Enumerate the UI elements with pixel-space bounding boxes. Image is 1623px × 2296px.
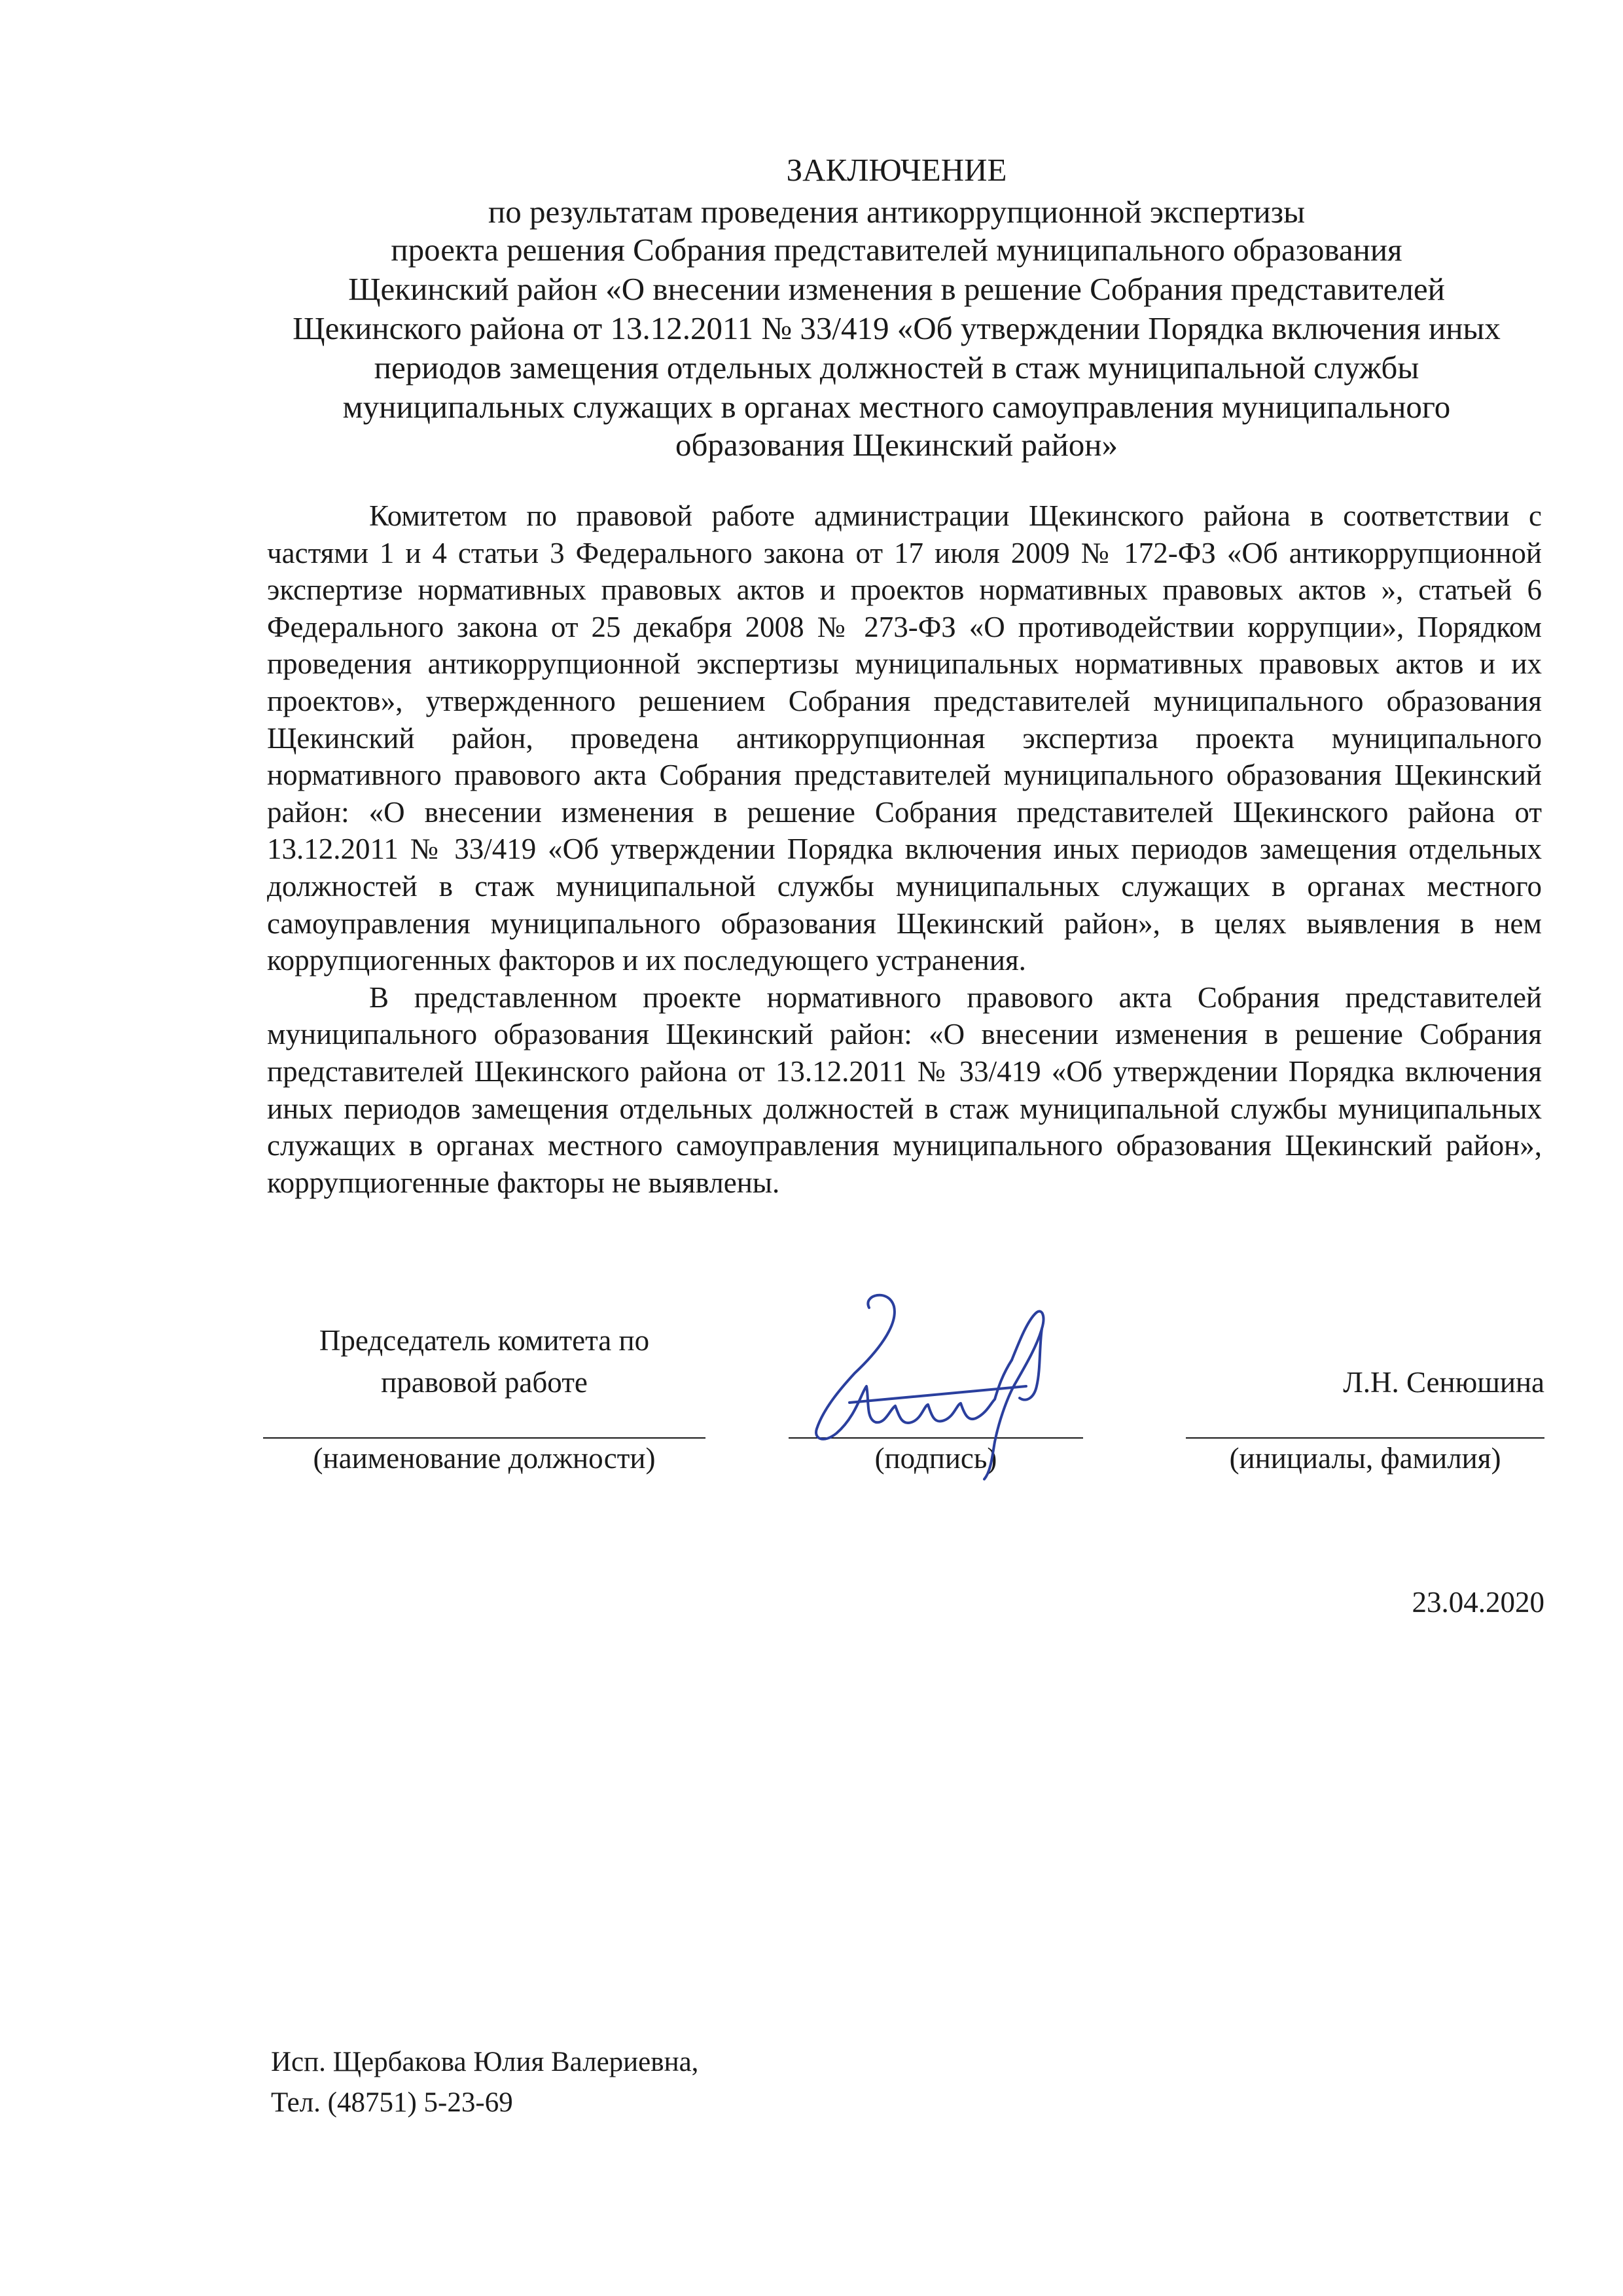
subtitle-line-5: периодов замещения отдельных должностей в стаж муниципальной службы: [374, 350, 1419, 386]
position-caption: (наименование должности): [313, 1442, 656, 1475]
position-underline: [263, 1437, 705, 1439]
subtitle-line-1: по результатам проведения антикоррупционной экспертизы: [488, 194, 1305, 230]
signatory-name: Л.Н. Сенюшина: [1343, 1366, 1544, 1399]
handwritten-signature: [777, 1288, 1098, 1484]
document-date: 23.04.2020: [1412, 1586, 1544, 1619]
name-underline: [1186, 1437, 1544, 1439]
subtitle-line-4: Щекинского района от 13.12.2011 № 33/419 «Об утверждении Порядка включения иных: [293, 310, 1501, 346]
subtitle-line-2: проекта решения Собрания представителей муниципального образования: [391, 232, 1402, 268]
executor-name: Исп. Щербакова Юлия Валериевна,: [271, 2047, 699, 2077]
position-title-line-2: правовой работе: [381, 1366, 588, 1399]
document-title: ЗАКЛЮЧЕНИЕ: [786, 152, 1007, 188]
signature-caption: (подпись): [874, 1442, 997, 1475]
subtitle-line-3: Щекинский район «О внесении изменения в решение Собрания представителей: [348, 271, 1445, 307]
subtitle-line-7: образования Щекинский район»: [675, 427, 1118, 463]
body-paragraph-1: Комитетом по правовой работе администрации Щекинского района в соответствии с частями 1 и 4 статьи 3 Федерального закона от 17 июля 2009 № 172-ФЗ «Об антикоррупционной экспертизе нормативных правовых актов и проектов нормативных правовых актов », статьей 6 Федерального закона от 25 декабря 2008 № 273-ФЗ «О противодействии коррупции», Порядком проведения антикоррупционной экспертизы муниципальных нормативных правовых актов и их проектов», утвержденного решением Собрания представителей муниципального образования Щекинский район, проведена антикоррупционная экспертиза проекта муниципального нормативного правового акта Собрания представителей муниципального образования Щекинский район: «О внесении изменения в решение Собрания представителей Щекинского района от 13.12.2011 № 33/419 «Об утверждении Порядка включения иных периодов замещения отдельных должностей в стаж муниципальной службы муниципальных служащих в органах местного самоуправления муниципального образования Щекинский район», в целях выявления в нем коррупциогенных факторов и их последующего устранения.: [267, 499, 1542, 977]
name-caption: (инициалы, фамилия): [1229, 1442, 1501, 1475]
subtitle-line-6: муниципальных служащих в органах местного самоуправления муниципального: [342, 389, 1451, 425]
executor-info: [271, 2042, 698, 2123]
executor-phone: Тел. (48751) 5-23-69: [271, 2087, 513, 2118]
document-body: [267, 497, 1542, 1201]
body-paragraph-2: В представленном проекте нормативного правового акта Собрания представителей муниципального образования Щекинский район: «О внесении изменения в решение Собрания представителей Щекинского района от 13.12.2011 № 33/419 «Об утверждении Порядка включения иных периодов замещения отдельных должностей в стаж муниципальной службы муниципальных служащих в органах местного самоуправления муниципального образования Щекинский район», коррупциогенные факторы не выявлены.: [267, 980, 1542, 1199]
position-title-line-1: Председатель комитета по: [319, 1324, 650, 1357]
